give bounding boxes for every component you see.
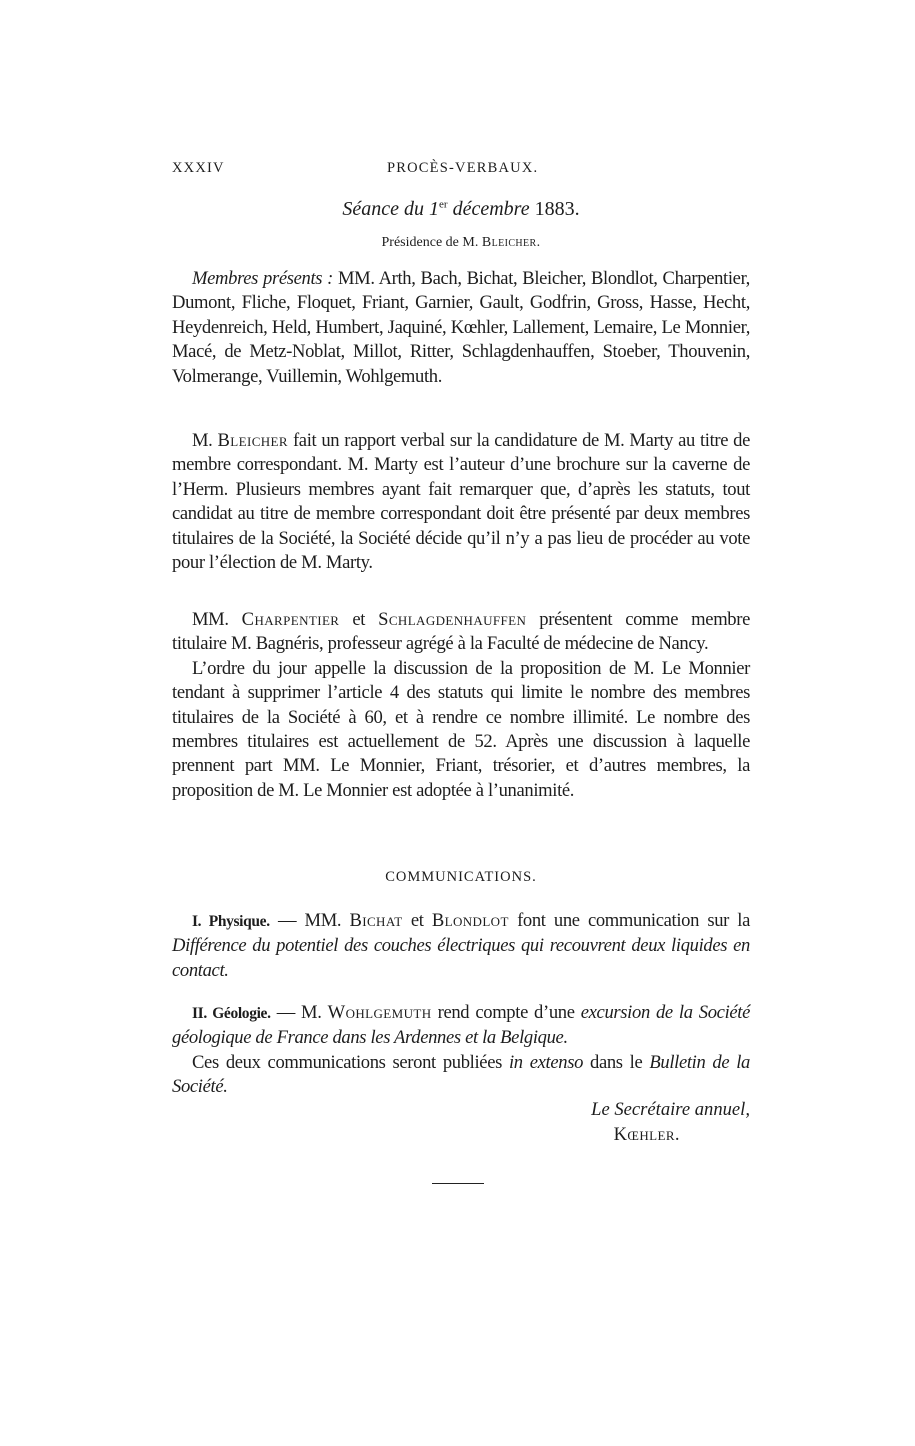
members-label: Membres présents : — [192, 268, 333, 289]
closing-text-2: dans le — [583, 1051, 650, 1073]
presidency-line — [172, 235, 750, 251]
nomination-text: présentent comme membre titulaire M. Bagnéris, professeur agrégé à la Faculté de médecine de Nancy. — [172, 609, 750, 655]
geologie-paragraph — [172, 1001, 750, 1100]
president-name: Bleicher. — [481, 235, 541, 250]
physique-title: Différence du potentiel des couches électriques qui recouvrent deux liquides en contact. — [172, 935, 750, 981]
running-title: PROCÈS-VERBAUX. — [387, 160, 539, 176]
closing-text-1: Ces deux communications seront publiées — [192, 1051, 509, 1073]
physique-dash: — MM. — [269, 910, 350, 931]
presidency-prefix: Présidence de M. — [381, 235, 482, 250]
geologie-label: II. Géologie. — [192, 1005, 271, 1022]
nomination-and-agenda — [172, 608, 750, 803]
report-name: Bleicher — [217, 430, 288, 451]
physique-name-2: Blondlot — [431, 910, 509, 931]
members-list: MM. Arth, Bach, Bichat, Bleicher, Blondlot, Charpentier, Dumont, Fliche, Floquet, Friant, Garnier, Gault, Godfrin, Gross, Hasse, Hecht, Heydenreich, Held, Humbert, Jaquiné, Kœhler, Lallement, Lemaire, Le Monnier, Macé, de Metz-Noblat, Millot, Ritter, Schlagdenhauffen, Stoeber, Thouvenin, Volmerange, Vuillemin, Wohlgemuth. — [172, 268, 750, 387]
running-header — [172, 160, 750, 184]
report-paragraph — [172, 429, 750, 575]
page-folio: XXXIV — [172, 160, 225, 176]
physique-name-1: Bichat — [349, 910, 403, 931]
closing-italic-1: in extenso — [508, 1051, 584, 1073]
physique-join: et — [402, 910, 432, 931]
closing-paragraph — [172, 1051, 750, 1100]
session-title-suffix: décembre — [447, 198, 535, 220]
communications-heading: COMMUNICATIONS. — [385, 869, 537, 885]
report-text: fait un rapport verbal sur la candidature de M. Marty au titre de membre correspondant. M. Marty est l’auteur d’une brochure sur la caverne de l’Herm. Plusieurs membres ayant fait remarquer que, d’après les statuts, tout candidat au titre de membre correspondant doit être présenté par deux membres titulaires de la Société, la Société décide qu’il n’y a pas lieu de procéder au vote pour l’élection de M. Marty. — [172, 430, 750, 574]
geologie-title: excursion de la Société géologique de France dans les Ardennes et la Belgique. — [172, 1002, 751, 1049]
secretary-role: Le Secrétaire annuel, — [591, 1099, 750, 1120]
physique-label: I. Physique. — [192, 913, 270, 930]
geologie-dash: — M. — [270, 1002, 328, 1023]
nomination-paragraph — [172, 608, 750, 657]
physique-paragraph — [172, 909, 750, 983]
geologie-text: rend compte d’une — [431, 1002, 581, 1023]
nomination-name-2: Schlagdenhauffen — [378, 609, 527, 630]
nomination-name-1: Charpentier — [241, 609, 340, 630]
session-year: 1883. — [534, 198, 580, 220]
nomination-join: et — [339, 609, 379, 630]
session-title — [172, 198, 750, 221]
session-title-sup: er — [439, 198, 448, 211]
agenda-paragraph: L’ordre du jour appelle la discussion de la proposition de M. Le Monnier tendant à supprimer l’article 4 des statuts qui limite le nombre des membres titulaires de la Société à 60, et à rendre ce nombre illimité. Le nombre des membres titulaires est actuellement de 52. Après une discussion à laquelle prennent part MM. Le Monnier, Friant, trésorier, et d’autres membres, la proposition de M. Le Monnier est adoptée à l’unanimité. — [172, 657, 750, 801]
closing-rule — [432, 1183, 484, 1184]
members-present-paragraph — [172, 267, 750, 389]
report-prefix: M. — [192, 430, 218, 451]
nomination-prefix: MM. — [192, 609, 242, 630]
session-title-prefix: Séance du 1 — [342, 198, 440, 220]
closing-italic-2: Bulletin de la Société. — [172, 1051, 751, 1098]
physique-text: font une communication sur la — [508, 910, 750, 931]
secretary-name: Kœhler. — [613, 1124, 680, 1145]
geologie-name: Wohlgemuth — [327, 1002, 432, 1023]
